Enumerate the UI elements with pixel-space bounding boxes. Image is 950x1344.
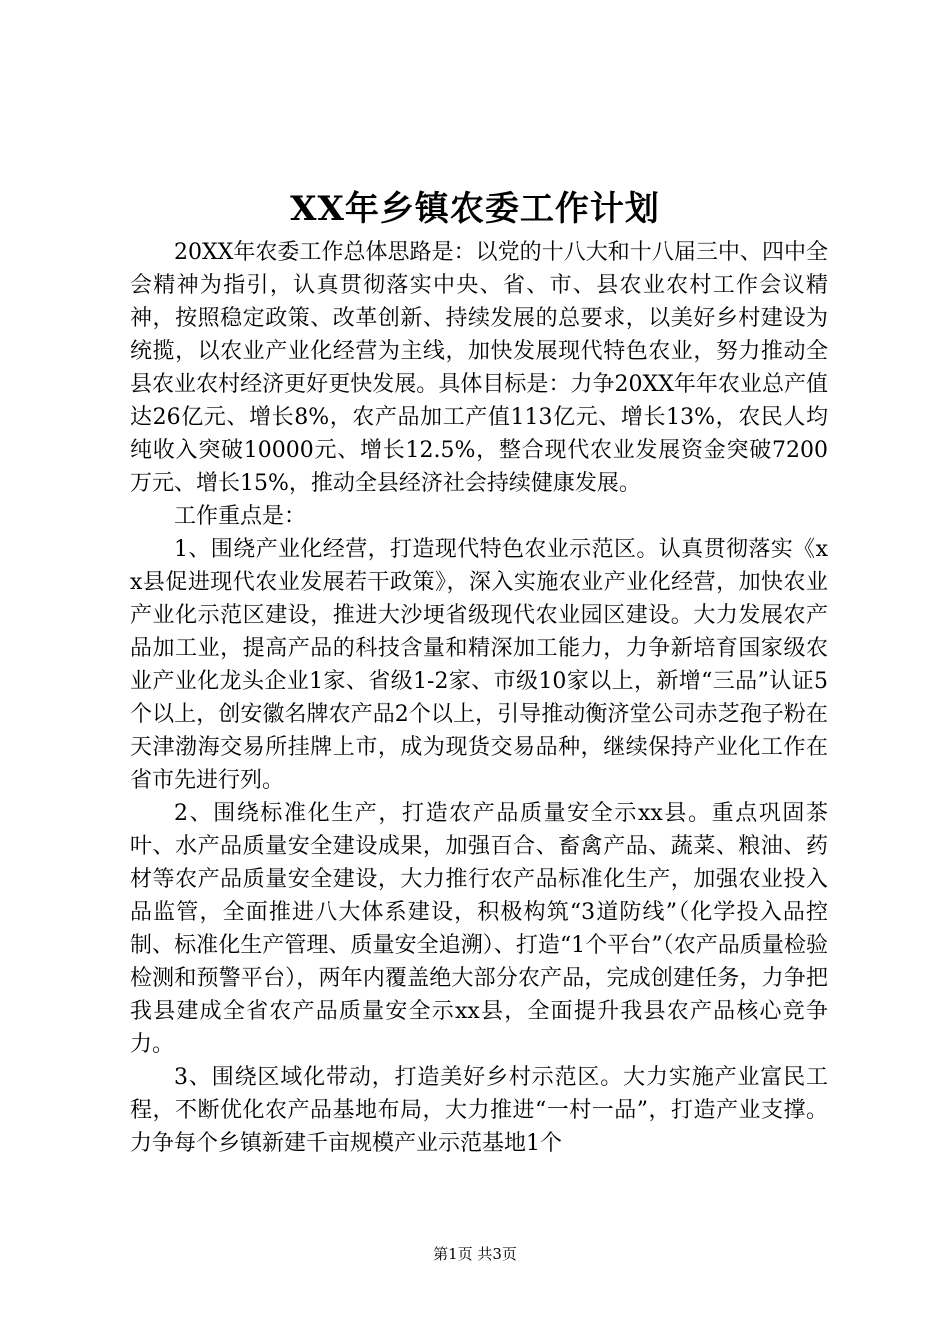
paragraph-overview: 20XX年农委工作总体思路是：以党的十八大和十八届三中、四中全会精神为指引，认真贯彻落实中央、省、市、县农业农村工作会议精神，按照稳定政策、改革创新、持续发展的总要求，以美好乡村建设为统揽，以农业产业化经营为主线，加快发展现代特色农业，努力推动全县农业农村经济更好更快发展。具体目标是：力争20XX年年农业总产值达26亿元、增长8%，农产品加工产值113亿元、增长13%，农民人均纯收入突破10000元、增长12.5%，整合现代农业发展资金突破7200万元、增长15%，推动全县经济社会持续健康发展。 — [130, 240, 828, 496]
document-title: XX年乡镇农委工作计划 — [290, 189, 660, 229]
paragraph-item-1: 1、围绕产业化经营，打造现代特色农业示范区。认真贯彻落实《xx县促进现代农业发展若干政策》，深入实施农业产业化经营，加快农业产业化示范区建设，推进大沙埂省级现代农业园区建设。大力发展农产品加工业，提高产品的科技含量和精深加工能力，力争新培育国家级农业产业化龙头企业1家、省级1-2家、市级10家以上，新增“三品”认证5个以上，创安徽名牌农产品2个以上，引导推动衡济堂公司赤芝孢子粉在天津渤海交易所挂牌上市，成为现货交易品种，继续保持产业化工作在省市先进行列。 — [130, 537, 828, 793]
paragraph-key-points-heading: 工作重点是： — [174, 504, 307, 529]
document-body — [130, 236, 828, 1160]
paragraph-item-3: 3、围绕区域化带动，打造美好乡村示范区。大力实施产业富民工程，不断优化农产品基地布局，大力推进“一村一品”，打造产业支撑。力争每个乡镇新建千亩规模产业示范基地1个 — [130, 1065, 828, 1156]
paragraph-item-2: 2、围绕标准化生产，打造农产品质量安全示xx县。重点巩固茶叶、水产品质量安全建设成果，加强百合、畜禽产品、蔬菜、粮油、药材等农产品质量安全建设，大力推行农产品标准化生产，加强农业投入品监管，全面推进八大体系建设，积极构筑“3道防线”（化学投入品控制、标准化生产管理、质量安全追溯）、打造“1个平台”（农产品质量检验检测和预警平台），两年内覆盖绝大部分农产品，完成创建任务，力争把我县建成全省农产品质量安全示xx县，全面提升我县农产品核心竞争力。 — [130, 801, 828, 1057]
page-number-footer: 第1页 共3页 — [433, 1245, 517, 1263]
